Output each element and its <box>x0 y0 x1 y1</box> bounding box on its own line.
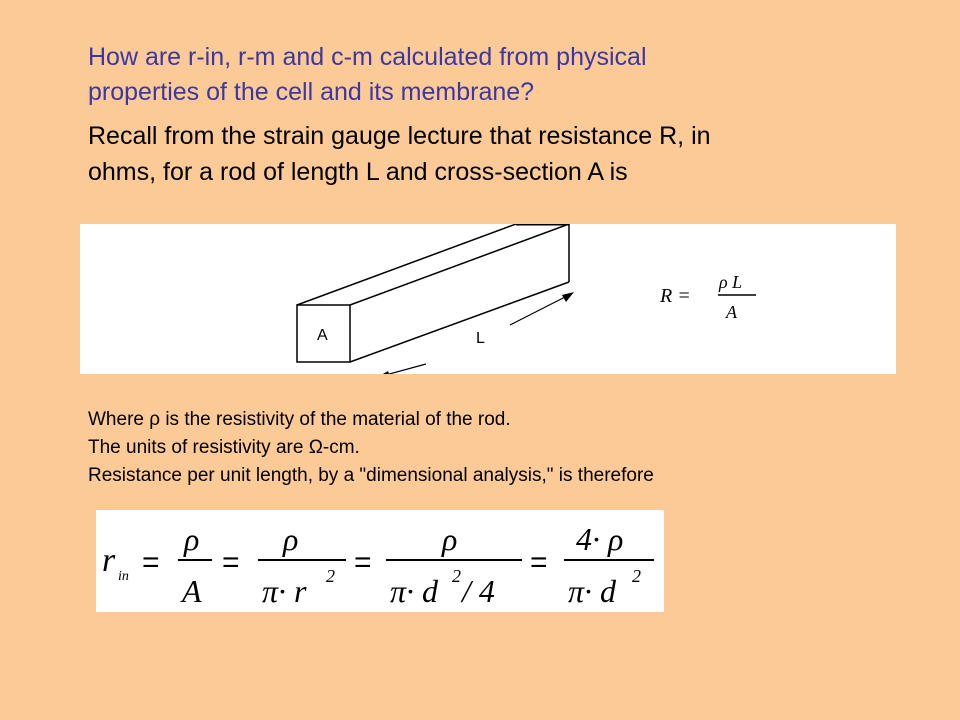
recall-line-2: ohms, for a rod of length L and cross-section A is <box>88 158 628 186</box>
length-arrowhead-upper <box>562 292 574 302</box>
rod-diagram <box>80 224 896 374</box>
rod-top-edge <box>297 224 516 305</box>
body-text <box>88 406 654 490</box>
question-text <box>88 40 647 110</box>
question-line-2: properties of the cell and its membrane? <box>88 78 535 106</box>
body-line-2: The units of resistivity are Ω-cm. <box>88 437 360 458</box>
term2-numerator: ρ <box>283 521 299 557</box>
term3-numerator: ρ <box>442 521 458 557</box>
term2-denominator-exponent: 2 <box>326 566 335 586</box>
length-label: L <box>476 330 485 347</box>
body-line-1: Where ρ is the resistivity of the material of the rod. <box>88 409 511 430</box>
equals-3: = <box>354 546 372 579</box>
resistance-formula-lhs: R = <box>660 285 691 307</box>
equation-lhs: r <box>102 542 116 579</box>
rod-illustration <box>80 224 896 374</box>
term4-numerator: 4· ρ <box>576 521 624 557</box>
length-arrow-upper <box>510 295 569 325</box>
rod-middle-edge <box>350 224 569 305</box>
area-label: A <box>317 327 328 344</box>
rod-bottom-edge <box>350 282 569 362</box>
equation-graphic <box>96 510 664 612</box>
term3-denominator-tail: / 4 <box>462 573 495 609</box>
term4-denominator-exponent: 2 <box>632 566 641 586</box>
term4-denominator: π· d <box>568 573 617 609</box>
equals-1: = <box>142 546 160 579</box>
term2-denominator: π· r <box>262 573 307 609</box>
resistance-per-length-equation <box>96 510 664 612</box>
question-line-1: How are r-in, r-m and c-m calculated from physical <box>88 43 647 71</box>
recall-line-1: Recall from the strain gauge lecture that resistance R, in <box>88 122 711 150</box>
equals-4: = <box>530 546 548 579</box>
term1-denominator: A <box>182 573 202 609</box>
equation-lhs-subscript: in <box>118 569 129 584</box>
term3-denominator: π· d <box>390 573 439 609</box>
term1-numerator: ρ <box>184 521 200 557</box>
recall-text <box>88 118 711 190</box>
body-line-3: Resistance per unit length, by a "dimensional analysis," is therefore <box>88 465 654 486</box>
term3-denominator-exponent: 2 <box>452 566 461 586</box>
resistance-formula-denominator: A <box>726 302 737 322</box>
resistance-formula-numerator: ρ L <box>719 272 743 292</box>
equals-2: = <box>222 546 240 579</box>
length-arrowhead-lower <box>376 371 390 374</box>
length-arrow-lower <box>382 364 426 374</box>
